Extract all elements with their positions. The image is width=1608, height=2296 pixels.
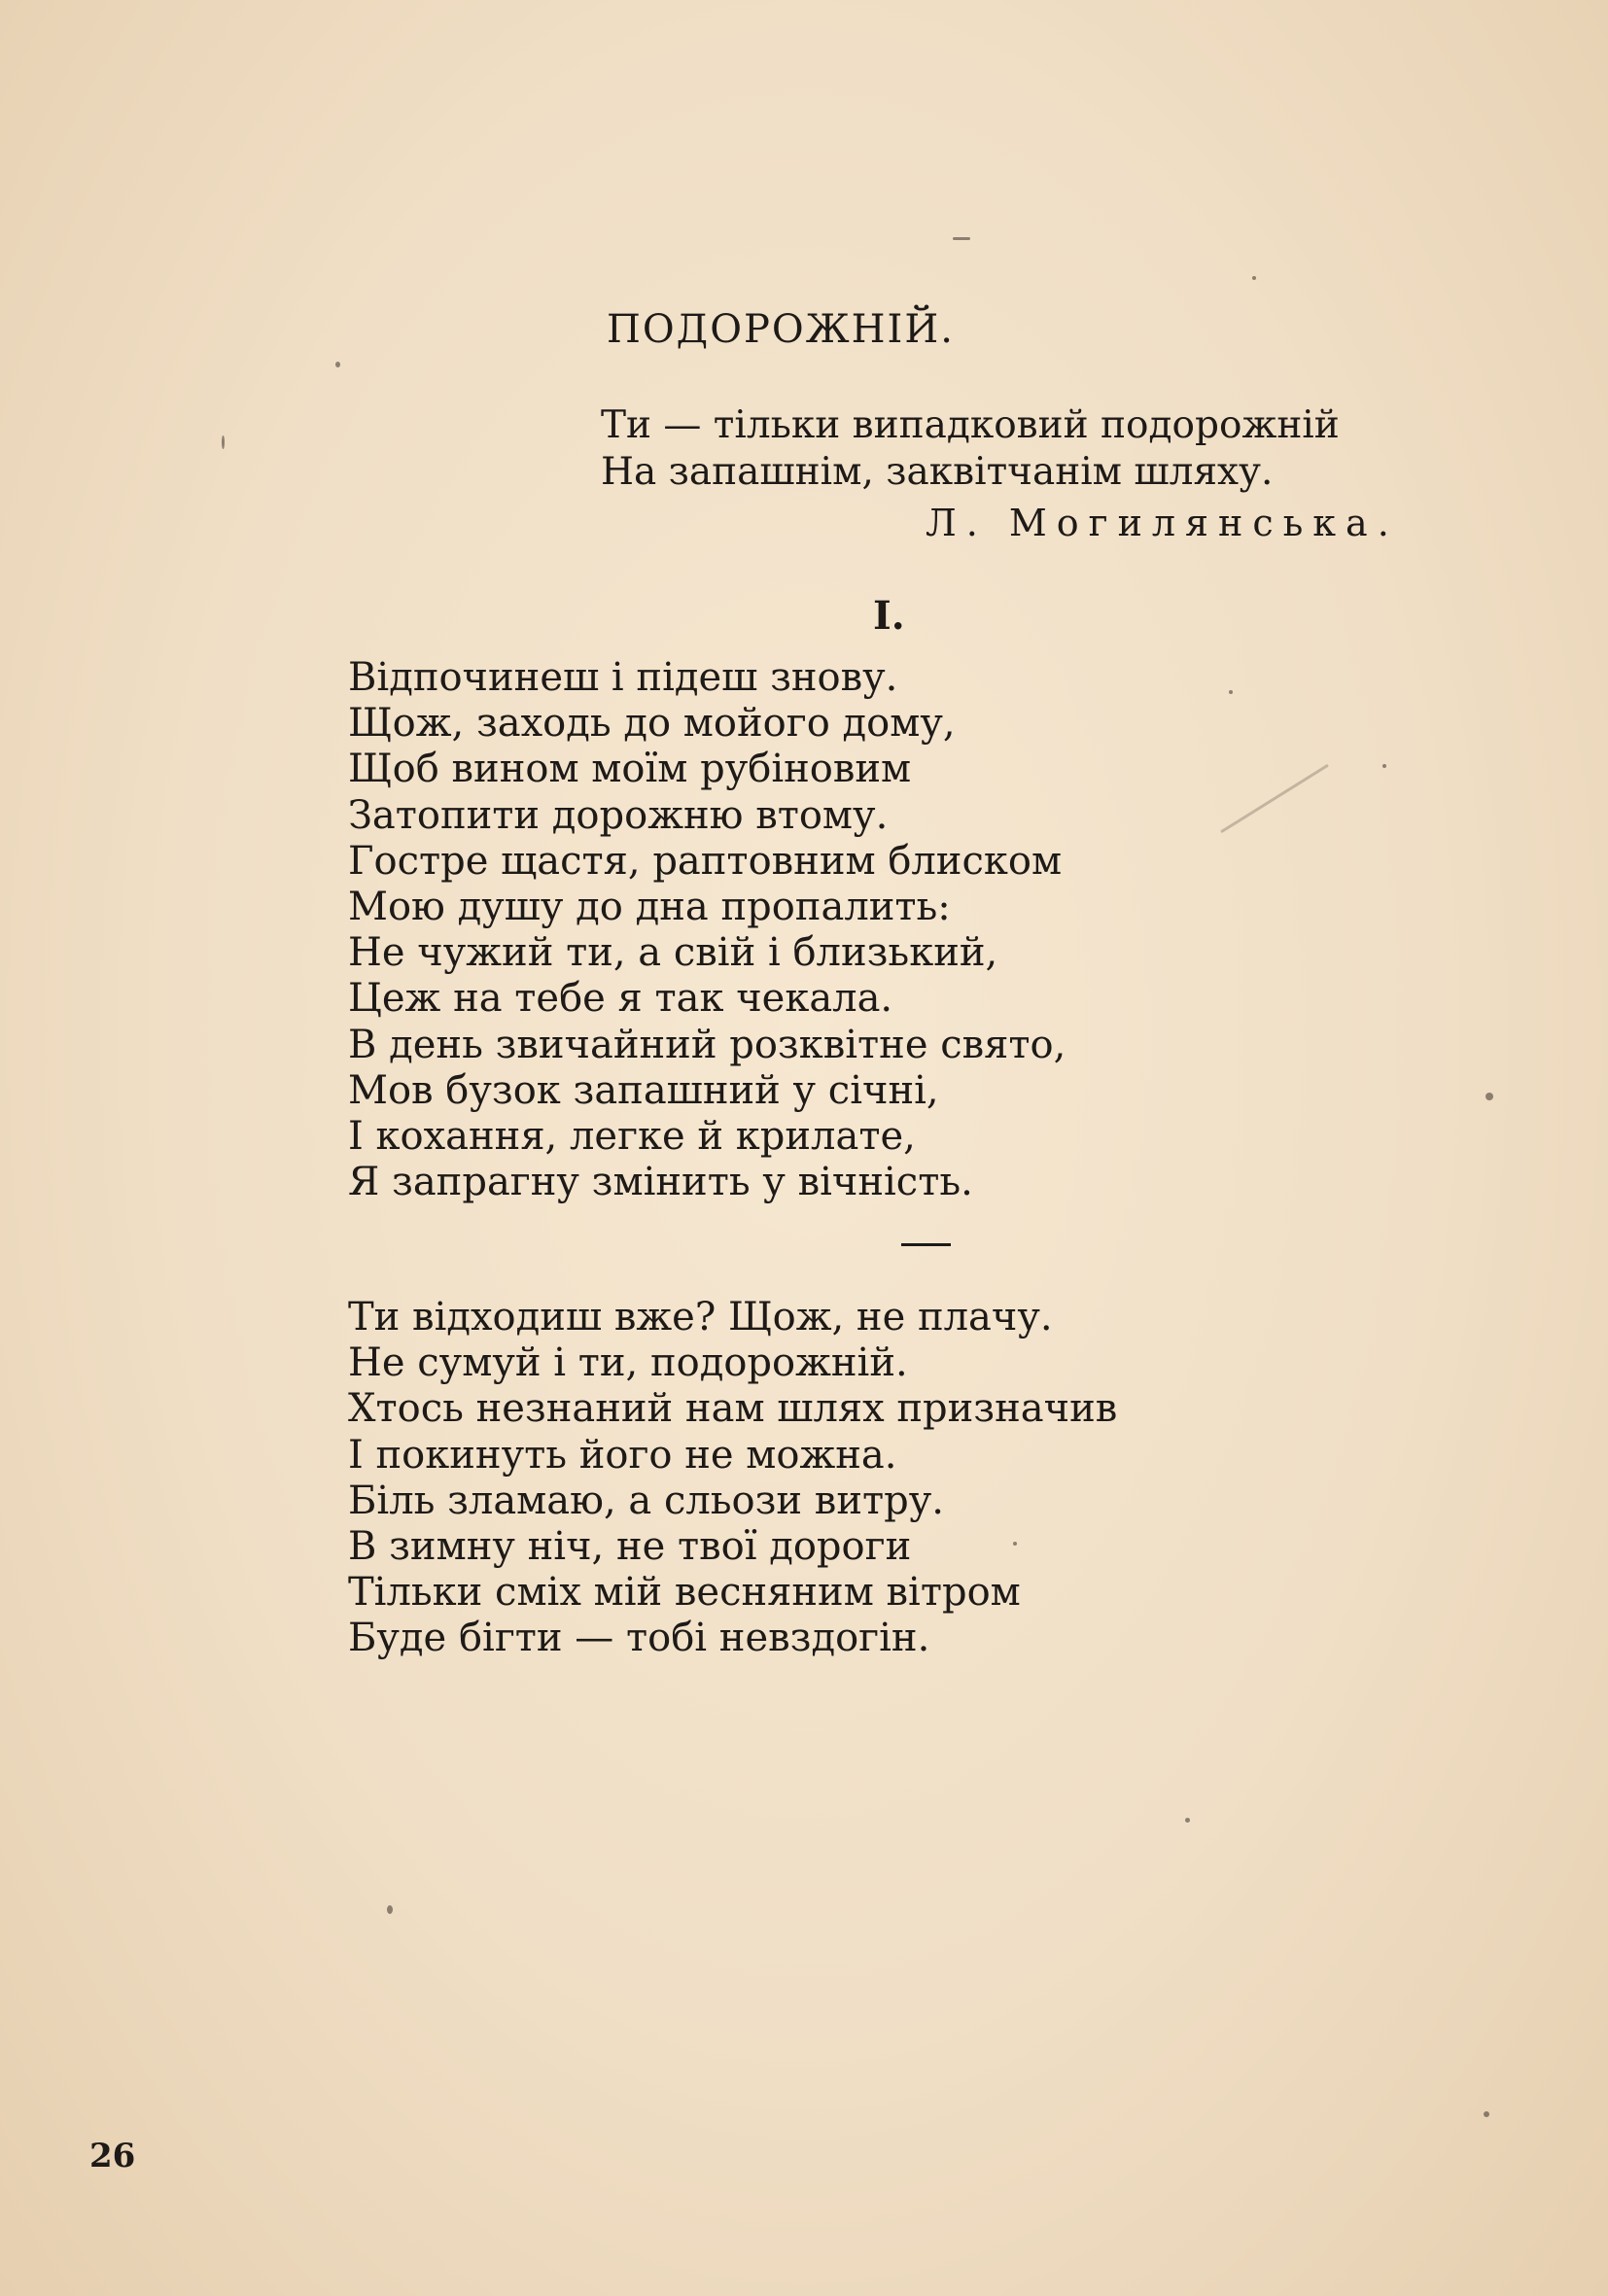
verse-line: Гостре щастя, раптовним блиском — [348, 838, 1063, 884]
epigraph-line: Ти — тільки випадковий подорожній — [601, 403, 1340, 447]
verse-line: І кохання, легке й крилате, — [348, 1114, 916, 1160]
verse-line: Не сумуй і ти, подорожній. — [348, 1340, 908, 1386]
verse-line: Щож, заходь до мойого дому, — [348, 701, 956, 747]
verse-line: В день звичайний розквітне свято, — [348, 1022, 1066, 1067]
verse-line: І покинуть його не можна. — [348, 1432, 897, 1478]
epigraph-author: Л. Могилянська. — [926, 502, 1399, 544]
stanza-1 — [348, 655, 1066, 1205]
paper-speck — [1229, 690, 1233, 694]
paper-speck — [387, 1905, 393, 1914]
paper-speck — [1486, 1093, 1493, 1100]
verse-line: Цеж на тебе я так чекала. — [348, 976, 893, 1022]
paper-speck — [1220, 764, 1329, 833]
verse-line: В зимну ніч, не твої дороги — [348, 1524, 912, 1570]
section-number: I. — [873, 593, 905, 639]
paper-speck — [1252, 276, 1256, 280]
verse-line: Затопити дорожню втому. — [348, 792, 889, 838]
verse-line: Мов бузок запашний у січні, — [348, 1067, 939, 1113]
verse-line: Ти відходиш вже? Щож, не плачу. — [348, 1295, 1053, 1339]
verse-line: Тільки сміх мій весняним вітром — [348, 1570, 1021, 1616]
paper-speck — [335, 362, 340, 367]
stanza-separator — [901, 1243, 951, 1246]
verse-line: Щоб вином моїм рубіновим — [348, 747, 912, 792]
epigraph-line: На запашнім, заквітчанім шляху. — [601, 450, 1274, 494]
paper-speck — [222, 435, 225, 449]
verse-line: Хтось незнаний нам шлях призначив — [348, 1386, 1118, 1432]
verse-line: Мою душу до дна пропалить: — [348, 885, 951, 930]
paper-speck — [1185, 1818, 1190, 1823]
page-number: 26 — [89, 2137, 136, 2175]
paper-speck — [1484, 2111, 1489, 2117]
verse-line: Біль зламаю, а сльози витру. — [348, 1478, 944, 1523]
stanza-2 — [348, 1295, 1117, 1662]
verse-line: Не чужий ти, а свій і близький, — [348, 930, 998, 976]
paper-speck — [1382, 764, 1386, 768]
verse-line: Я запрагну змінить у вічність. — [348, 1160, 973, 1205]
verse-line: Відпочинеш і підеш знову. — [348, 655, 898, 700]
verse-line: Буде бігти — тобі невздогін. — [348, 1616, 930, 1661]
paper-speck — [953, 237, 970, 240]
epigraph — [601, 402, 1340, 496]
poem-title: ПОДОРОЖНІЙ. — [607, 307, 955, 352]
